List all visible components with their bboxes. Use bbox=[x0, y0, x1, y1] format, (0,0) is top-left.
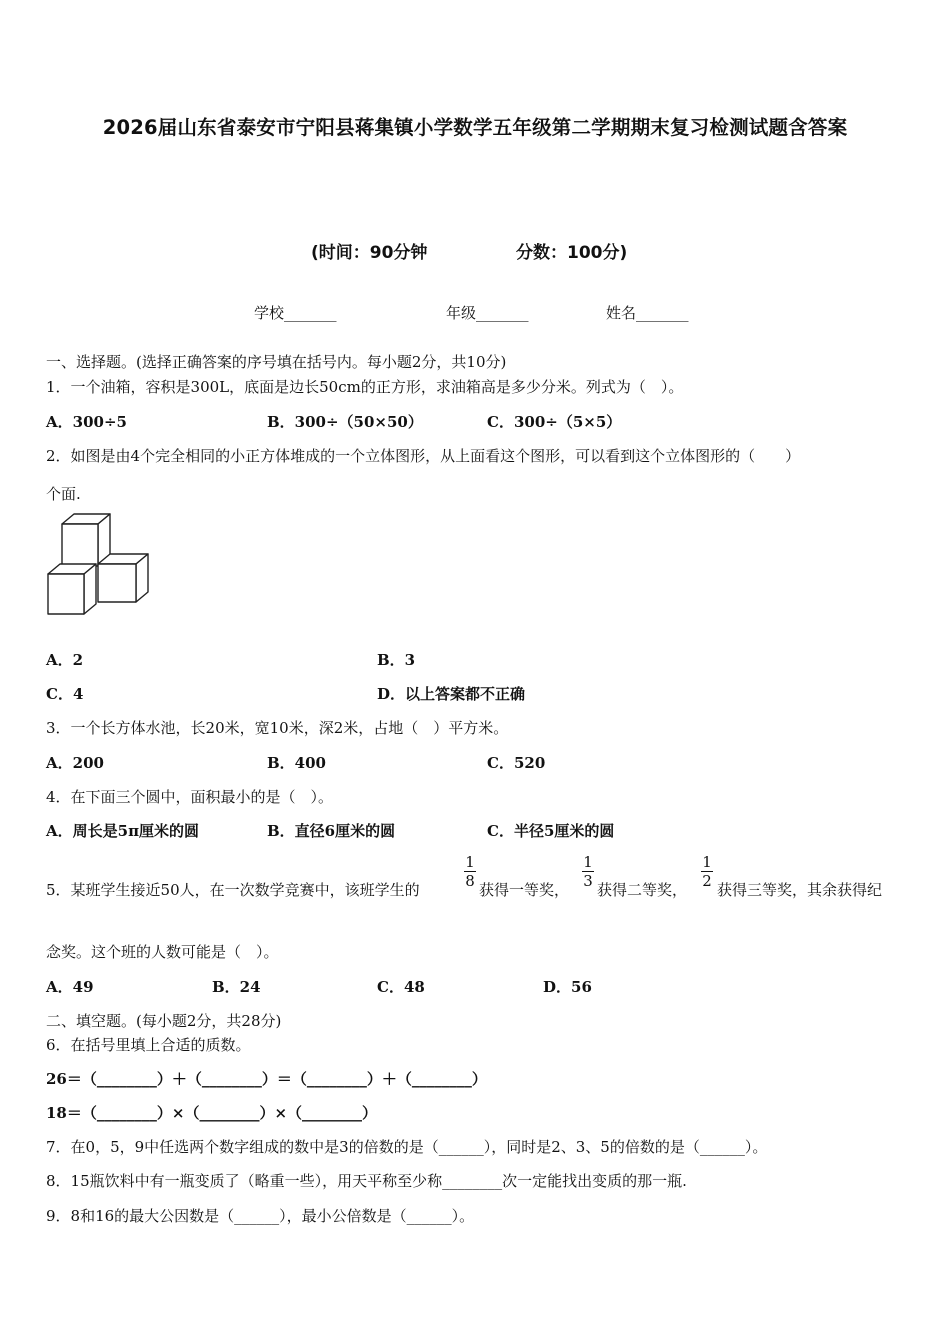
question-5-part2: 获得一等奖， bbox=[479, 881, 570, 899]
question-number: 2． bbox=[46, 447, 71, 465]
question-number: 8． bbox=[46, 1172, 71, 1190]
question-5-part1 bbox=[46, 879, 420, 900]
question-number: 9． bbox=[46, 1207, 71, 1225]
question-5-part4: 获得三等奖，其余获得纪 bbox=[717, 881, 883, 899]
option-d: D．56 bbox=[543, 978, 592, 996]
option-b: B．3 bbox=[377, 651, 416, 669]
numerator: 1 bbox=[465, 853, 475, 871]
equation-line-2: 18＝（________）×（________）×（________） bbox=[46, 1104, 378, 1122]
section2-heading: 二、填空题。(每小题2分，共28分) bbox=[46, 1012, 282, 1030]
question-8 bbox=[46, 1170, 687, 1191]
right-cube-front-face bbox=[98, 564, 136, 602]
option-b: B．直径6厘米的圆 bbox=[267, 822, 396, 840]
equation-line-1: 26＝（________）＋（________）＝（________）＋（________） bbox=[46, 1070, 487, 1088]
option-b: B．400 bbox=[267, 754, 326, 772]
question-text: 15瓶饮料中有一瓶变质了（略重一些），用天平称至少称________次一定能找出变质的那一瓶. bbox=[70, 1172, 687, 1190]
numerator: 1 bbox=[702, 853, 712, 871]
fraction-one-half bbox=[701, 854, 713, 889]
option-a: A．2 bbox=[46, 651, 84, 669]
question-text: 一个长方体水池，长20米，宽10米，深2米，占地（ ）平方米。 bbox=[70, 719, 509, 737]
question-number: 3． bbox=[46, 719, 71, 737]
question-text: 在0，5，9中任选两个数字组成的数中是3的倍数的是（______），同时是2、3、5的倍数的是（______）。 bbox=[70, 1138, 768, 1156]
question-2-continued: 个面. bbox=[46, 485, 81, 503]
option-c: C．300÷（5×5） bbox=[487, 413, 622, 431]
section1-heading: 一、选择题。(选择正确答案的序号填在括号内。每小题2分，共10分) bbox=[46, 353, 507, 371]
question-number: 1． bbox=[46, 378, 71, 396]
fraction-one-third bbox=[582, 854, 594, 889]
fraction-one-eighth bbox=[464, 854, 476, 889]
grade-field: 年级_______ bbox=[446, 304, 529, 322]
denominator: 8 bbox=[465, 872, 475, 890]
exam-score: 分数：100分) bbox=[516, 243, 628, 263]
option-a: A．49 bbox=[46, 978, 94, 996]
question-6 bbox=[46, 1034, 251, 1055]
question-number: 7． bbox=[46, 1138, 71, 1156]
question-2 bbox=[46, 445, 800, 466]
question-5-continued: 念奖。这个班的人数可能是（ ）。 bbox=[46, 943, 279, 961]
option-a: A．周长是5π厘米的圆 bbox=[46, 822, 200, 840]
question-text: 在括号里填上合适的质数。 bbox=[70, 1036, 251, 1054]
question-number: 5． bbox=[46, 881, 71, 899]
option-c: C．4 bbox=[46, 685, 84, 703]
option-b: B．300÷（50×50） bbox=[267, 413, 423, 431]
question-text: 如图是由4个完全相同的小正方体堆成的一个立体图形，从上面看这个图形，可以看到这个立体图形的（ ） bbox=[70, 447, 801, 465]
question-text: 某班学生接近50人，在一次数学竞赛中，该班学生的 bbox=[70, 881, 420, 899]
option-b: B．24 bbox=[212, 978, 261, 996]
option-d: D．以上答案都不正确 bbox=[377, 685, 526, 703]
question-text: 8和16的最大公因数是（______），最小公倍数是（______）。 bbox=[70, 1207, 475, 1225]
top-cube-front-face bbox=[62, 524, 98, 566]
question-1 bbox=[46, 376, 683, 397]
question-7 bbox=[46, 1136, 767, 1157]
option-a: A．300÷5 bbox=[46, 413, 127, 431]
school-field: 学校_______ bbox=[254, 304, 337, 322]
numerator: 1 bbox=[583, 853, 593, 871]
question-3 bbox=[46, 717, 508, 738]
question-number: 6． bbox=[46, 1036, 71, 1054]
question-number: 4． bbox=[46, 788, 71, 806]
exam-time: (时间：90分钟 bbox=[311, 243, 428, 263]
denominator: 3 bbox=[583, 872, 593, 890]
question-4 bbox=[46, 786, 333, 807]
question-text: 一个油箱，容积是300L，底面是边长50cm的正方形，求油箱高是多少分米。列式为（ ）。 bbox=[70, 378, 684, 396]
cube-stack-figure bbox=[44, 512, 154, 618]
name-field: 姓名_______ bbox=[606, 304, 689, 322]
option-a: A．200 bbox=[46, 754, 104, 772]
question-5-part3: 获得二等奖， bbox=[597, 881, 688, 899]
page-title: 2026届山东省泰安市宁阳县蒋集镇小学数学五年级第二学期期末复习检测试题含答案 bbox=[102, 116, 848, 139]
question-text: 在下面三个圆中，面积最小的是（ ）。 bbox=[70, 788, 334, 806]
denominator: 2 bbox=[702, 872, 712, 890]
question-9 bbox=[46, 1205, 474, 1226]
option-c: C．48 bbox=[377, 978, 425, 996]
option-c: C．半径5厘米的圆 bbox=[487, 822, 615, 840]
option-c: C．520 bbox=[487, 754, 546, 772]
left-cube-front-face bbox=[48, 574, 84, 614]
